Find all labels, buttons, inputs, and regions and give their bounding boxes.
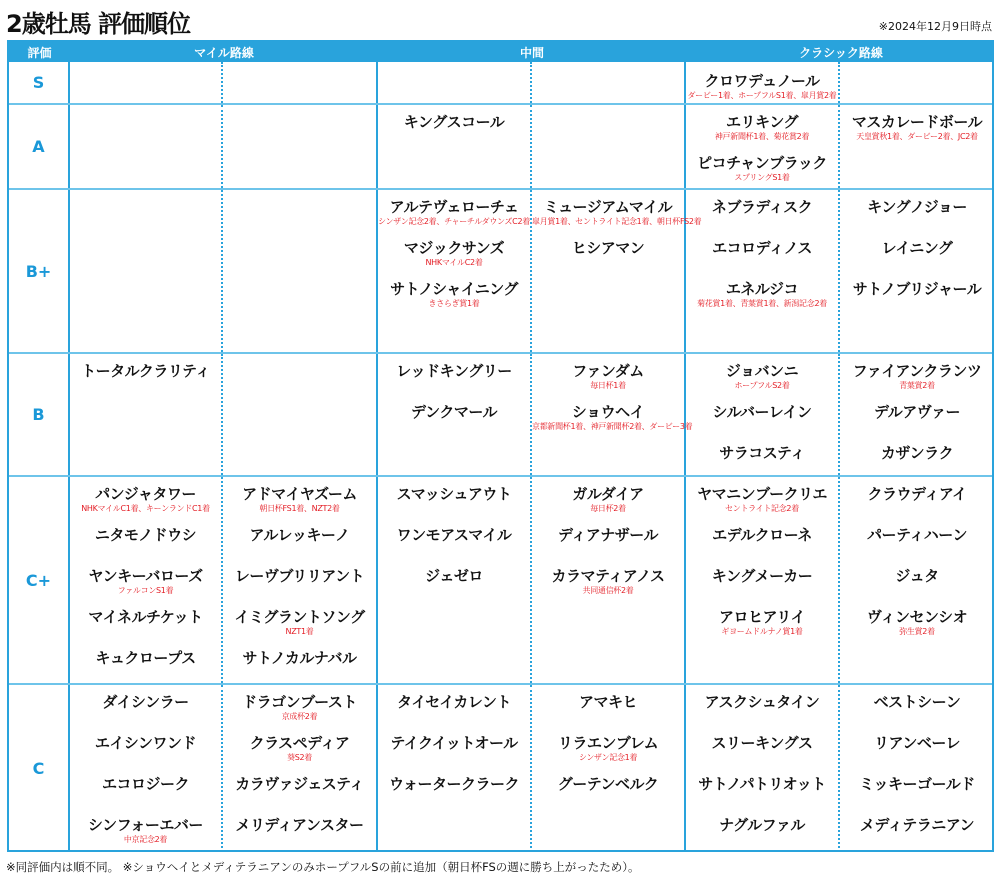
horse-name: ミッキーゴールド (859, 775, 975, 793)
rank-cell (223, 190, 378, 352)
horse-name: ミュージアムマイル (543, 198, 673, 216)
horse-name: アルレッキーノ (249, 526, 350, 544)
rank-cell (223, 685, 378, 852)
horse-name: メディテラニアン (859, 816, 975, 834)
horse-entry (378, 485, 530, 526)
rank-cell (70, 354, 223, 475)
header-grade: 評価 (27, 46, 52, 60)
horse-entry (532, 734, 684, 775)
grade-row (9, 190, 992, 354)
horse-entry (378, 734, 530, 775)
horse-entry (686, 403, 838, 444)
horse-name: ニタモノドウシ (94, 526, 197, 544)
horse-name: ジェゼロ (425, 567, 483, 585)
race-result-note: 京都新聞杯1着、神戸新聞杯2着、ダービー3着 (532, 422, 693, 431)
horse-entry (70, 526, 221, 567)
rank-cell (70, 685, 223, 852)
as-of-date: ※2024年12月9日時点 (878, 20, 992, 33)
horse-name: ジョバンニ (725, 362, 799, 380)
horse-name: エコロディノス (712, 239, 812, 257)
horse-entry (70, 816, 221, 857)
horse-name: ナグルファル (719, 816, 805, 834)
rank-cell (686, 190, 840, 352)
horse-entry (686, 239, 838, 280)
horse-entry (378, 567, 530, 608)
horse-entry (686, 485, 838, 526)
horse-entry (70, 775, 221, 816)
horse-name: エコロジーク (101, 775, 189, 793)
race-result-note: ファルコンS1着 (117, 586, 174, 595)
horse-name: ウォータークラーク (389, 775, 519, 793)
page-title: 2歳牡馬 評価順位 (6, 10, 191, 38)
horse-name: カザンラク (880, 444, 954, 462)
horse-name: ヒシアマン (571, 239, 645, 257)
horse-entry (686, 816, 838, 857)
race-result-note: 毎日杯2着 (590, 504, 626, 513)
horse-entry (378, 198, 530, 239)
race-result-note: NHKマイルC2着 (425, 258, 483, 267)
horse-name: クロワデュノール (704, 72, 820, 90)
rank-cell (378, 62, 532, 103)
rank-cell (223, 354, 378, 475)
horse-entry (223, 816, 376, 857)
horse-name: エネルジコ (725, 280, 799, 298)
grade-row (9, 62, 992, 105)
grade-label: B (9, 354, 70, 475)
horse-name: サラコスティ (719, 444, 805, 462)
rank-cell (840, 190, 994, 352)
horse-name: ピコチャンブラック (697, 154, 827, 172)
rank-cell (532, 477, 686, 683)
grade-label: S (9, 62, 70, 103)
ranking-table (7, 40, 994, 852)
race-result-note: NHKマイルC1着、キーンランドC1着 (81, 504, 210, 513)
horse-name: レイニング (881, 239, 953, 257)
horse-entry (840, 403, 994, 444)
horse-entry (840, 362, 994, 403)
rank-cell (840, 354, 994, 475)
horse-entry (532, 775, 684, 816)
horse-name: アルテヴェローチェ (389, 198, 519, 216)
horse-entry (840, 608, 994, 649)
horse-entry (686, 775, 838, 816)
rank-cell (532, 685, 686, 852)
rank-cell (378, 477, 532, 683)
horse-name: レッドキングリー (396, 362, 512, 380)
grade-label: C+ (9, 477, 70, 683)
horse-entry (532, 362, 684, 403)
horse-name: キングノジョー (867, 198, 967, 216)
horse-entry (223, 567, 376, 608)
grade-row (9, 477, 992, 685)
race-result-note: 京成杯2着 (281, 712, 318, 721)
grade-label: A (9, 105, 70, 188)
horse-entry (840, 734, 994, 775)
horse-name: シンフォーエバー (88, 816, 203, 834)
horse-name: アスクシュタイン (704, 693, 820, 711)
race-result-note: シンザン記念2着、チャーチルダウンズC2着 (378, 217, 530, 226)
race-result-note: ダービー1着、ホープフルS1着、皐月賞2着 (687, 91, 837, 100)
horse-entry (70, 362, 221, 403)
horse-entry (686, 608, 838, 649)
horse-entry (840, 198, 994, 239)
table-header (9, 40, 992, 62)
grade-row (9, 105, 992, 190)
horse-entry (532, 239, 684, 280)
race-result-note: ギヨームドルナノ賞1着 (721, 627, 803, 636)
horse-entry (686, 113, 838, 154)
horse-name: エイシンワンド (94, 734, 197, 752)
race-result-note: 皐月賞1着、セントライト記念1着、朝日杯FS2着 (532, 217, 702, 226)
grade-label: C (9, 685, 70, 852)
horse-name: ファイアンクランツ (852, 362, 982, 380)
race-result-note: 葵S2着 (287, 753, 312, 762)
horse-name: エデルクローネ (712, 526, 812, 544)
horse-name: ディアナザール (557, 526, 658, 544)
rank-cell (378, 105, 532, 188)
race-result-note: 毎日杯1着 (590, 381, 626, 390)
rank-cell (532, 62, 686, 103)
horse-entry (532, 485, 684, 526)
horse-name: マジックサンズ (403, 239, 505, 257)
race-result-note: セントライト記念2着 (725, 504, 799, 513)
horse-entry (70, 485, 221, 526)
horse-entry (378, 775, 530, 816)
horse-name: カラヴァジェスティ (235, 775, 364, 793)
horse-name: アドマイヤズーム (242, 485, 357, 503)
race-result-note: 神戸新聞杯1着、菊花賞2着 (714, 132, 810, 141)
horse-entry (532, 693, 684, 734)
horse-name: シルバーレイン (712, 403, 812, 421)
horse-entry (840, 280, 994, 321)
race-result-note: シンザン記念1着 (578, 753, 638, 762)
rank-cell (840, 685, 994, 852)
rank-cell (378, 685, 532, 852)
header-classic: クラシック路線 (799, 46, 883, 60)
horse-name: ネブラディスク (711, 198, 813, 216)
horse-name: スマッシュアウト (396, 485, 512, 503)
horse-entry (378, 693, 530, 734)
rank-cell (70, 190, 223, 352)
horse-entry (840, 775, 994, 816)
horse-name: パーティハーン (866, 526, 967, 544)
horse-entry (70, 608, 221, 649)
horse-entry (686, 154, 838, 195)
horse-entry (532, 403, 693, 444)
horse-entry (70, 567, 221, 608)
horse-name: リラエンブレム (557, 734, 659, 752)
rank-cell (532, 354, 693, 475)
rank-cell (223, 62, 378, 103)
grade-row (9, 685, 992, 852)
horse-name: エリキング (725, 113, 799, 131)
race-result-note: きさらぎ賞1着 (428, 299, 480, 308)
horse-name: マスカレードボール (851, 113, 983, 131)
horse-entry (223, 649, 376, 690)
horse-name: サトノブリジャール (852, 280, 982, 298)
grade-row (9, 354, 992, 477)
horse-name: ジュタ (895, 567, 939, 585)
rank-cell (532, 105, 686, 188)
horse-name: デルアヴァー (873, 403, 961, 421)
rank-cell (532, 190, 702, 352)
horse-entry (686, 693, 838, 734)
race-result-note: 共同通信杯2着 (582, 586, 634, 595)
horse-name: カラマティアノス (551, 567, 665, 585)
race-result-note: 青葉賞2着 (899, 381, 935, 390)
horse-entry (223, 526, 376, 567)
horse-name: マイネルチケット (88, 608, 203, 626)
horse-entry (378, 526, 530, 567)
horse-entry (532, 526, 684, 567)
rank-cell (686, 354, 840, 475)
horse-name: ベストシーン (873, 693, 961, 711)
horse-entry (378, 113, 530, 154)
horse-entry (223, 775, 376, 816)
horse-entry (223, 485, 376, 526)
horse-name: ドラゴンブースト (242, 693, 357, 711)
horse-name: レーヴブリリアント (234, 567, 365, 585)
horse-entry (532, 567, 684, 608)
horse-name: ヴィンセンシオ (866, 608, 968, 626)
horse-entry (840, 239, 994, 280)
horse-entry (686, 280, 838, 321)
header-mile: マイル路線 (194, 46, 254, 60)
horse-name: アロヒアリイ (719, 608, 805, 626)
horse-name: サトノカルナバル (242, 649, 357, 667)
horse-entry (378, 362, 530, 403)
horse-name: ガルダイア (572, 485, 644, 503)
horse-entry (686, 567, 838, 608)
horse-name: ファンダム (572, 362, 644, 380)
race-result-note: ホープフルS2着 (734, 381, 790, 390)
horse-name: テイクイットオール (390, 734, 518, 752)
race-result-note: 弥生賞2着 (899, 627, 935, 636)
horse-entry (378, 403, 530, 444)
horse-name: サトノパトリオット (698, 775, 826, 793)
horse-name: パンジャタワー (95, 485, 196, 503)
header-middle: 中間 (519, 46, 544, 60)
race-result-note: 朝日杯FS1着、NZT2着 (259, 504, 340, 513)
horse-name: クラスペディア (249, 734, 350, 752)
rank-cell (686, 685, 840, 852)
rank-cell (840, 477, 994, 683)
horse-entry (840, 113, 994, 154)
rank-cell (686, 62, 840, 103)
rank-cell (840, 62, 994, 103)
horse-entry (686, 362, 838, 403)
footnote: ※同評価内は順不同。 ※ショウヘイとメディテラニアンのみホープフルSの前に追加（朝日杯FSの週に勝ち上がったため）。 (6, 860, 640, 874)
horse-name: ワンモアスマイル (396, 526, 512, 544)
rank-cell (378, 354, 532, 475)
horse-name: キュクロープス (95, 649, 196, 667)
horse-entry (223, 734, 376, 775)
race-result-note: 中京記念2着 (123, 835, 168, 844)
horse-entry (223, 608, 376, 649)
horse-name: クラウディアイ (867, 485, 967, 503)
race-result-note: 天皇賞秋1着、ダービー2着、JC2着 (856, 132, 978, 141)
horse-entry (70, 734, 221, 775)
horse-name: スリーキングス (711, 734, 813, 752)
horse-entry (840, 526, 994, 567)
horse-name: キングスコール (403, 113, 505, 131)
horse-entry (840, 485, 994, 526)
horse-name: メリディアンスター (235, 816, 364, 834)
rank-cell (70, 62, 223, 103)
horse-name: デンクマール (410, 403, 498, 421)
horse-name: ダイシンラー (102, 693, 189, 711)
horse-name: イミグラントソング (234, 608, 365, 626)
horse-name: グーテンベルク (557, 775, 659, 793)
horse-name: キングメーカー (711, 567, 813, 585)
horse-entry (532, 198, 702, 239)
race-result-note: 菊花賞1着、青葉賞1着、新潟記念2着 (697, 299, 827, 308)
rank-cell (378, 190, 532, 352)
rank-cell (840, 105, 994, 188)
rank-cell (70, 477, 223, 683)
horse-entry (686, 198, 838, 239)
race-result-note: NZT1着 (285, 627, 314, 636)
horse-name: ショウヘイ (571, 403, 645, 421)
horse-entry (378, 239, 530, 280)
horse-name: リアンベーレ (873, 734, 961, 752)
rank-cell (223, 105, 378, 188)
rank-cell (223, 477, 378, 683)
horse-name: タイセイカレント (397, 693, 511, 711)
grade-label: B+ (9, 190, 70, 352)
rank-cell (70, 105, 223, 188)
horse-entry (686, 734, 838, 775)
horse-name: ヤマニンブークリエ (697, 485, 827, 503)
horse-name: アマキヒ (578, 693, 637, 711)
horse-entry (840, 693, 994, 734)
horse-entry (686, 526, 838, 567)
horse-entry (70, 649, 221, 690)
horse-name: ヤンキーバローズ (88, 567, 203, 585)
horse-entry (378, 280, 530, 321)
horse-entry (840, 567, 994, 608)
horse-entry (223, 693, 376, 734)
horse-entry (840, 816, 994, 857)
rank-cell (686, 105, 840, 188)
race-result-note: スプリングS1着 (734, 173, 790, 182)
horse-name: サトノシャイニング (390, 280, 518, 298)
horse-entry (70, 693, 221, 734)
horse-name: トータルクラリティ (81, 362, 210, 380)
rank-cell (686, 477, 840, 683)
